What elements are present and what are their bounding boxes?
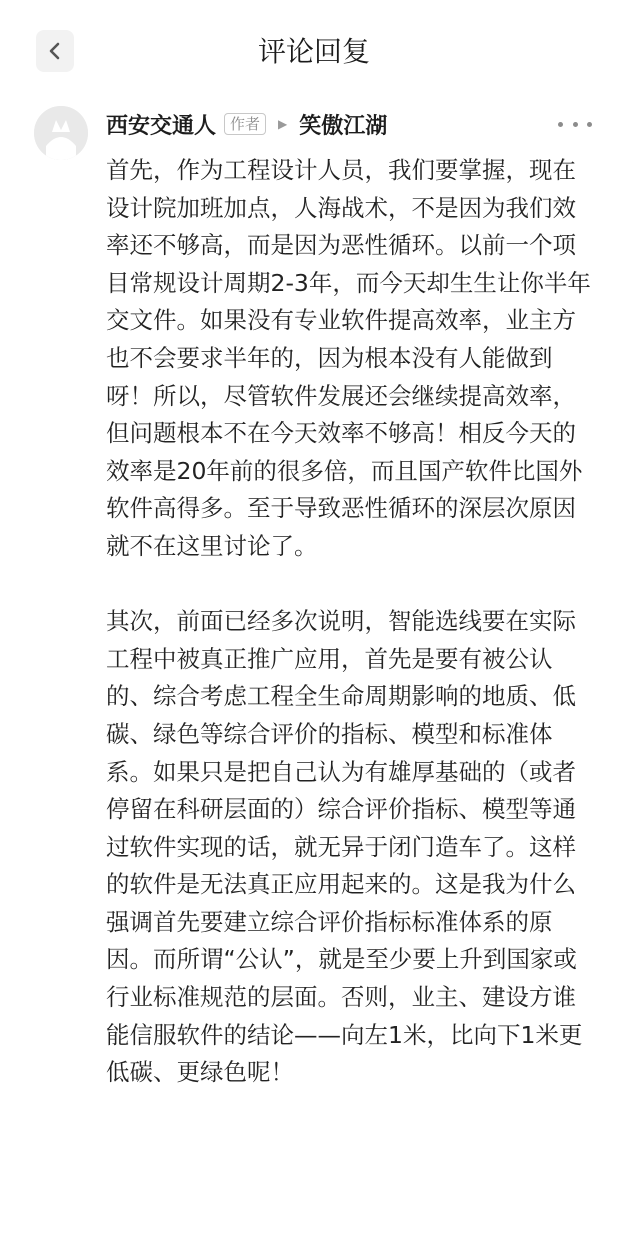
more-dot [558, 122, 563, 127]
more-dot [587, 122, 592, 127]
more-button[interactable] [558, 116, 592, 132]
reply-to-name[interactable]: 笑傲江湖 [299, 113, 388, 139]
comment-body [106, 152, 596, 1092]
top-bar [0, 0, 628, 96]
comment-paragraph: 其次，前面已经多次说明，智能选线要在实际工程中被真正推广应用，首先是要有被公认的、综合考虑工程全生命周期影响的地质、低碳、绿色等综合评价的指标、模型和标准体系。如果只是把自己认为有雄厚基础的（或者停留在科研层面的）综合评价指标、模型等通过软件实现的话，就无异于闭门造车了。这样的软件是无法真正应用起来的。这是我为什么强调首先要建立综合评价指标标准体系的原因。而所谓“公认”，就是至少要上升到国家或行业标准规范的层面。否则，业主、建设方谁能信服软件的结论——向左1米，比向下1米更低碳、更绿色呢！ [106, 607, 583, 1087]
avatar[interactable] [34, 106, 88, 160]
more-dot [573, 122, 578, 127]
page-title: 评论回复 [257, 35, 370, 68]
comment-paragraph: 首先，作为工程设计人员，我们要掌握，现在设计院加班加点，人海战术，不是因为我们效率还不够高，而是因为恶性循环。以前一个项目常规设计周期2-3年，而今天却生生让你半年交文件。如果没有专业软件提高效率，业主方也不会要求半年的，因为根本没有人能做到呀！所以，尽管软件发展还会继续提高效率，但问题根本不在今天效率不够高！相反今天的效率是20年前的很多倍，而且国产软件比国外软件高得多。至于导致恶性循环的深层次原因就不在这里讨论了。 [106, 156, 591, 560]
caret-right-icon: ▶ [278, 117, 288, 131]
comment-meta [106, 108, 387, 140]
author-badge: 作者 [224, 113, 266, 135]
author-name[interactable]: 西安交通人 [106, 113, 217, 139]
avatar-icon [34, 106, 88, 160]
